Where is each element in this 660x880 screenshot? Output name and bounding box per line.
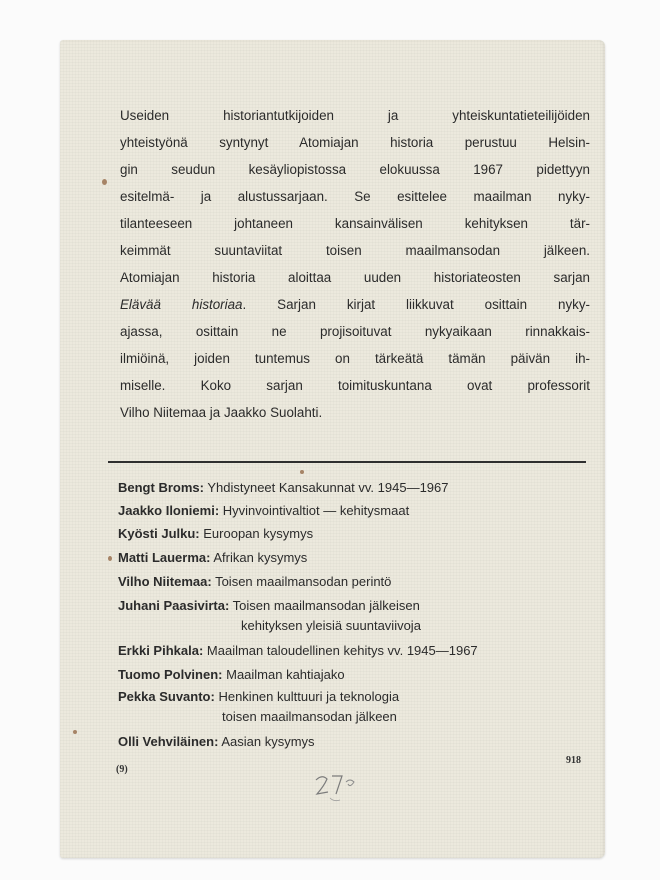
book-title-continued: kehityksen yleisiä suuntaviivoja xyxy=(241,618,421,633)
book-title: Toisen maailmansodan perintö xyxy=(215,574,392,589)
description-line: gin seudun kesäyliopistossa elokuussa 1967 pidettyyn xyxy=(120,162,590,177)
list-item xyxy=(118,665,345,685)
author-name: Kyösti Julku: xyxy=(118,526,200,541)
stain-spot xyxy=(300,470,304,474)
book-title: Hyvinvointivaltiot — kehitysmaat xyxy=(222,503,410,518)
author-name: Erkki Pihkala: xyxy=(118,643,204,658)
catalog-number: 918 xyxy=(566,755,581,766)
description-line: tilanteeseen johtaneen kansainvälisen kehityksen tär- xyxy=(120,216,590,231)
description-line: ilmiöinä, joiden tuntemus on tärkeätä tämän päivän ih- xyxy=(120,351,590,366)
author-name: Vilho Niitemaa: xyxy=(118,574,212,589)
author-name: Pekka Suvanto: xyxy=(118,689,215,704)
description-line: Vilho Niitemaa ja Jaakko Suolahti. xyxy=(120,405,323,420)
description-line: keimmät suuntaviitat toisen maailmansodan jälkeen. xyxy=(120,243,590,258)
list-item xyxy=(118,548,307,568)
book-title: Afrikan kysymys xyxy=(213,550,308,565)
description-line: Useiden historiantutkijoiden ja yhteiskuntatieteilijöiden xyxy=(120,108,590,123)
author-name: Tuomo Polvinen: xyxy=(118,667,223,682)
book-title: Toisen maailmansodan jälkeisen xyxy=(232,598,420,613)
description-line: Atomiajan historia aloittaa uuden historiateosten sarjan xyxy=(120,270,590,285)
list-item xyxy=(118,732,315,752)
stain-spot xyxy=(73,730,77,734)
list-item xyxy=(118,641,478,661)
description-line: miselle. Koko sarjan toimituskuntana ovat professorit xyxy=(120,378,590,393)
list-item xyxy=(118,524,313,544)
book-title: Aasian kysymys xyxy=(221,734,315,749)
author-name: Bengt Broms: xyxy=(118,480,204,495)
list-item xyxy=(118,687,399,727)
book-title: Maailman taloudellinen kehitys vv. 1945—1967 xyxy=(206,643,478,658)
pencil-scribble-mark xyxy=(312,770,362,806)
stain-spot xyxy=(108,556,112,561)
book-title: Henkinen kulttuuri ja teknologia xyxy=(218,689,400,704)
description-line: esitelmä- ja alustussarjaan. Se esittelee maailman nyky- xyxy=(120,189,590,204)
list-item xyxy=(118,596,421,636)
description-text xyxy=(120,102,590,426)
description-line: ajassa, osittain ne projisoituvat nykyaikaan rinnakkais- xyxy=(120,324,590,339)
book-title: Maailman kahtiajako xyxy=(226,667,345,682)
description-line: yhteistyönä syntynyt Atomiajan historia perustuu Helsin- xyxy=(120,135,590,150)
author-name: Olli Vehviläinen: xyxy=(118,734,219,749)
author-name: Jaakko Iloniemi: xyxy=(118,503,220,518)
book-title: Euroopan kysymys xyxy=(203,526,314,541)
book-title-continued: toisen maailmansodan jälkeen xyxy=(222,709,397,724)
list-item xyxy=(118,501,409,521)
section-divider xyxy=(108,461,586,463)
list-item xyxy=(118,478,449,498)
description-line xyxy=(120,291,590,318)
print-code-left: (9) xyxy=(116,764,128,775)
stain-spot xyxy=(102,179,107,185)
author-name: Juhani Paasivirta: xyxy=(118,598,230,613)
author-name: Matti Lauerma: xyxy=(118,550,211,565)
list-item xyxy=(118,572,391,592)
series-name-italic: Elävää historiaa xyxy=(120,297,243,312)
description-line-rest: . Sarjan kirjat liikkuvat osittain nyky- xyxy=(242,297,590,312)
book-title: Yhdistyneet Kansakunnat vv. 1945—1967 xyxy=(207,480,449,495)
